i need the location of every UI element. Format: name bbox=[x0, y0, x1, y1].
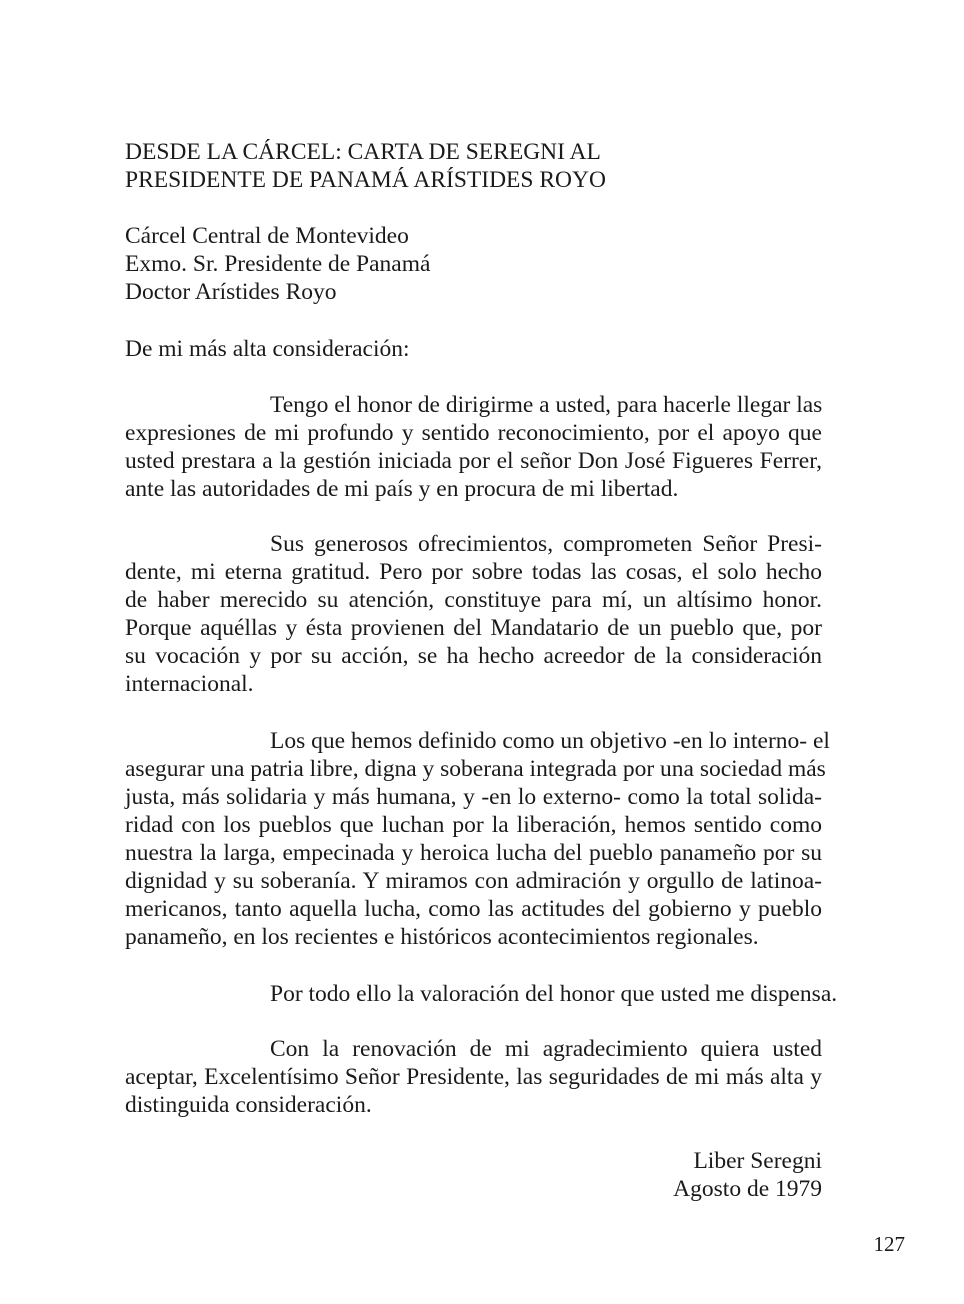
title-line-1: DESDE LA CÁRCEL: CARTA DE SEREGNI AL bbox=[125, 139, 601, 165]
address-line-3: Doctor Arístides Royo bbox=[125, 279, 337, 305]
paragraph-2-line-2: dente, mi eterna gratitud. Pero por sobre todas las cosas, el solo hecho bbox=[125, 559, 822, 585]
paragraph-3-line-5: nuestra la larga, empecinada y heroica lucha del pueblo panameño por su bbox=[125, 840, 822, 866]
signature-date: Agosto de 1979 bbox=[673, 1176, 822, 1202]
paragraph-3-line-4: ridad con los pueblos que luchan por la liberación, hemos sentido como bbox=[125, 812, 822, 838]
paragraph-1-line-4: ante las autoridades de mi país y en procura de mi libertad. bbox=[125, 476, 679, 502]
paragraph-1-line-2: expresiones de mi profundo y sentido reconocimiento, por el apoyo que bbox=[125, 420, 822, 446]
paragraph-3-line-8: panameño, en los recientes e históricos acontecimientos regionales. bbox=[125, 924, 759, 950]
paragraph-5-line-2: aceptar, Excelentísimo Señor Presidente, las seguridades de mi más alta y bbox=[125, 1064, 822, 1090]
paragraph-5-line-3: distinguida consideración. bbox=[125, 1092, 372, 1118]
paragraph-1-line-1: Tengo el honor de dirigirme a usted, para hacerle llegar las bbox=[270, 392, 823, 418]
paragraph-2-line-6: internacional. bbox=[125, 671, 254, 697]
address-line-2: Exmo. Sr. Presidente de Panamá bbox=[125, 251, 431, 277]
paragraph-3-line-7: mericanos, tanto aquella lucha, como las actitudes del gobierno y pueblo bbox=[125, 896, 822, 922]
paragraph-2-line-4: Porque aquéllas y ésta provienen del Mandatario de un pueblo que, por bbox=[125, 615, 822, 641]
paragraph-2-line-3: de haber merecido su atención, constituye para mí, un altísimo honor. bbox=[125, 587, 822, 613]
page-number: 127 bbox=[873, 1232, 905, 1256]
paragraph-3-line-2: asegurar una patria libre, digna y soberana integrada por una sociedad más bbox=[125, 756, 826, 782]
paragraph-2-line-5: su vocación y por su acción, se ha hecho acreedor de la consideración bbox=[125, 643, 822, 669]
salutation: De mi más alta consideración: bbox=[125, 336, 410, 362]
paragraph-5-line-1: Con la renovación de mi agradecimiento quiera usted bbox=[270, 1036, 822, 1062]
paragraph-1-line-3: usted prestara a la gestión iniciada por el señor Don José Figueres Ferrer, bbox=[125, 448, 822, 474]
paragraph-3-line-6: dignidad y su soberanía. Y miramos con admiración y orgullo de latinoa- bbox=[125, 868, 822, 894]
paragraph-2-line-1: Sus generosos ofrecimientos, comprometen Señor Presi- bbox=[270, 531, 822, 557]
paragraph-4-line-1: Por todo ello la valoración del honor que usted me dispensa. bbox=[270, 981, 838, 1007]
paragraph-3-line-1: Los que hemos definido como un objetivo -en lo interno- el bbox=[270, 728, 830, 754]
paragraph-3-line-3: justa, más solidaria y más humana, y -en lo externo- como la total solida- bbox=[125, 784, 822, 810]
signature-name: Liber Seregni bbox=[693, 1148, 822, 1174]
title-line-2: PRESIDENTE DE PANAMÁ ARÍSTIDES ROYO bbox=[125, 167, 606, 193]
address-line-1: Cárcel Central de Montevideo bbox=[125, 223, 409, 249]
